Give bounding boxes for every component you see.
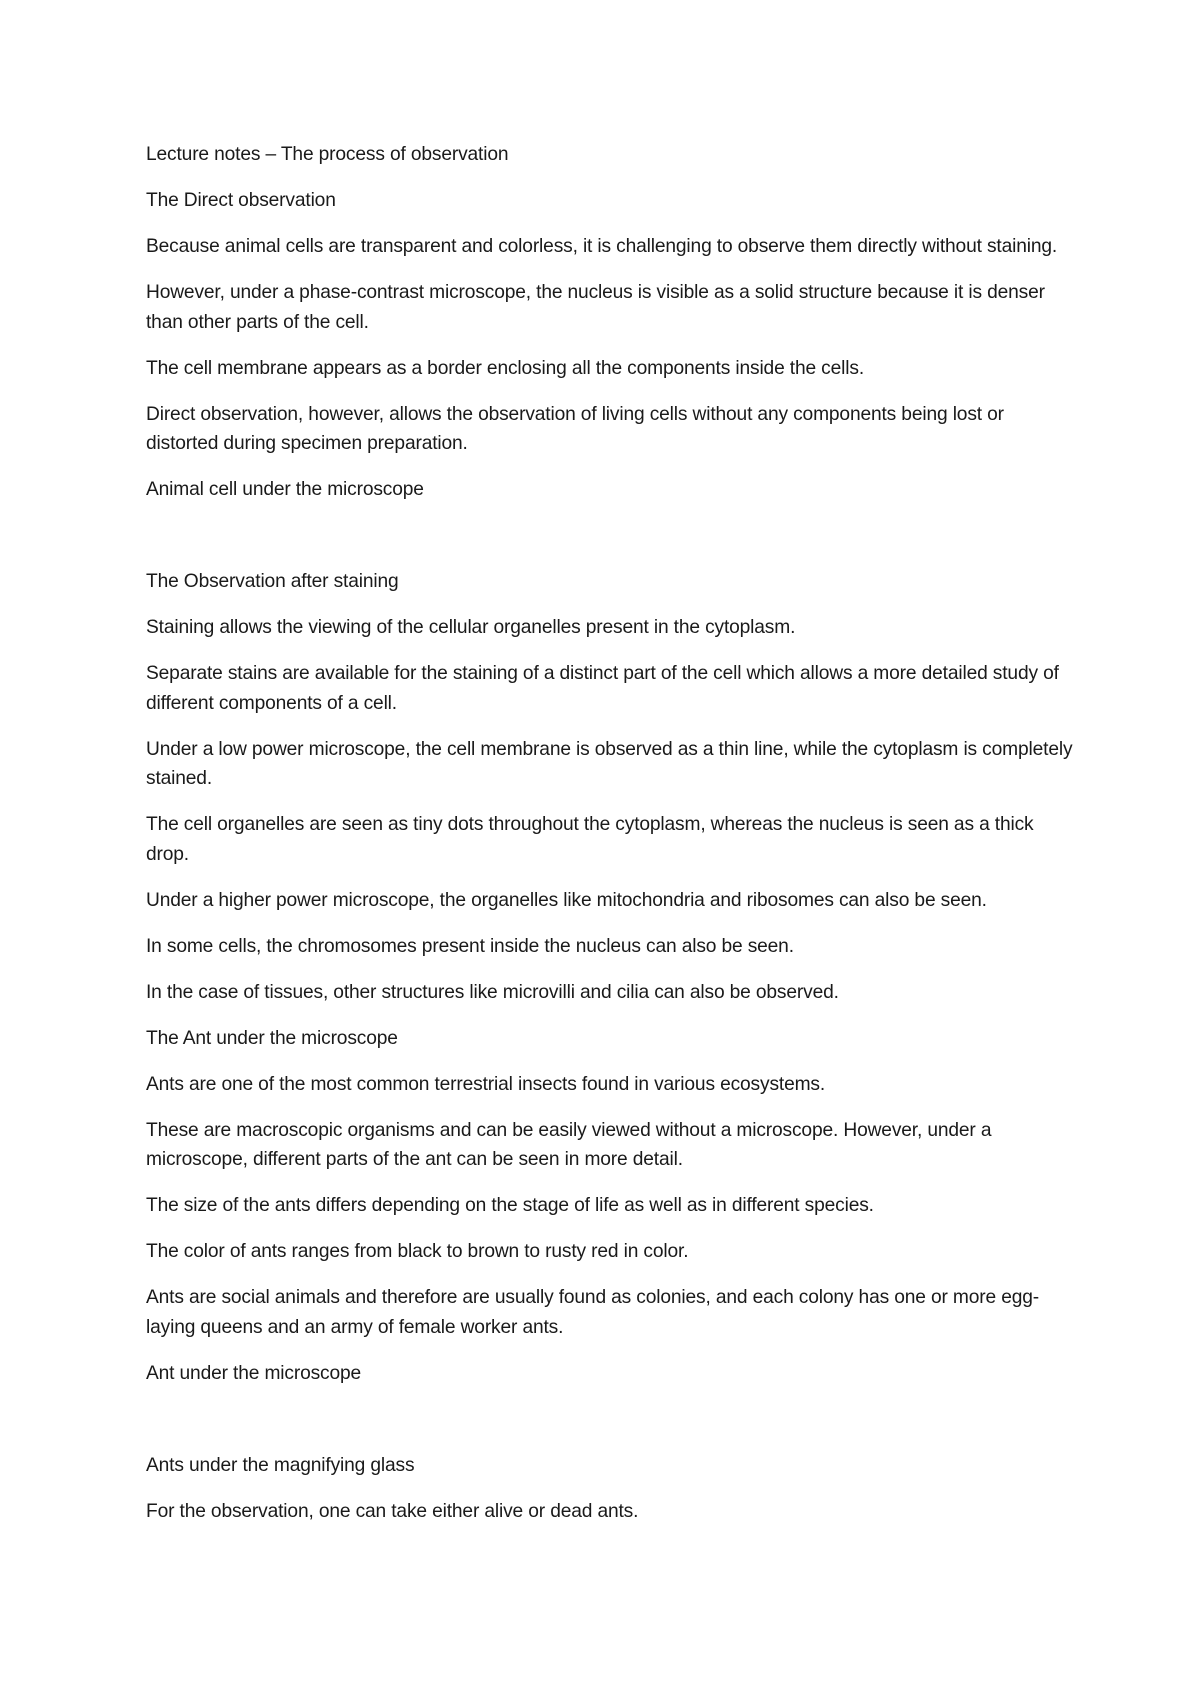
section-heading-magnifying-glass: Ants under the magnifying glass (146, 1454, 415, 1476)
paragraph: The color of ants ranges from black to brown to rusty red in color. (146, 1241, 689, 1262)
paragraph: The cell organelles are seen as tiny dots throughout the cytoplasm, whereas the nucleus is seen as a thick drop. (146, 814, 1034, 865)
figure-caption-animal-cell: Animal cell under the microscope (146, 479, 424, 500)
paragraph: The cell membrane appears as a border enclosing all the components inside the cells. (146, 357, 864, 379)
paragraph: Because animal cells are transparent and colorless, it is challenging to observe them directly without staining. (146, 236, 1058, 257)
paragraph: Separate stains are available for the staining of a distinct part of the cell which allows a more detailed study of different components of a cell. (146, 663, 1059, 714)
paragraph: The size of the ants differs depending on the stage of life as well as in different species. (146, 1195, 874, 1216)
paragraph: Ants are social animals and therefore are usually found as colonies, and each colony has one or more egg-laying queens and an army of female worker ants. (146, 1287, 1039, 1338)
paragraph: For the observation, one can take either alive or dead ants. (146, 1500, 639, 1522)
paragraph: However, under a phase-contrast microscope, the nucleus is visible as a solid structure because it is denser than other parts of the cell. (146, 282, 1045, 333)
paragraph: Ants are one of the most common terrestrial insects found in various ecosystems. (146, 1073, 826, 1095)
figure-placeholder (146, 521, 1081, 567)
section-heading-ant: The Ant under the microscope (146, 1027, 398, 1049)
section-heading-after-staining: The Observation after staining (146, 571, 399, 592)
paragraph: In the case of tissues, other structures like microvilli and cilia can also be observed. (146, 981, 839, 1003)
paragraph: These are macroscopic organisms and can be easily viewed without a microscope. However, under a microscope, different parts of the ant can be seen in more detail. (146, 1119, 992, 1170)
paragraph: Staining allows the viewing of the cellular organelles present in the cytoplasm. (146, 617, 796, 638)
document-title: Lecture notes – The process of observation (146, 144, 509, 165)
document-body (146, 140, 1081, 1543)
paragraph: Under a low power microscope, the cell membrane is observed as a thin line, while the cytoplasm is completely stained. (146, 738, 1073, 789)
paragraph: Under a higher power microscope, the organelles like mitochondria and ribosomes can also be seen. (146, 889, 987, 911)
paragraph: In some cells, the chromosomes present inside the nucleus can also be seen. (146, 935, 794, 957)
paragraph: Direct observation, however, allows the observation of living cells without any components being lost or distorted during specimen preparation. (146, 403, 1004, 454)
section-heading-direct-observation: The Direct observation (146, 190, 336, 211)
figure-placeholder (146, 1405, 1081, 1451)
figure-caption-ant: Ant under the microscope (146, 1362, 362, 1384)
